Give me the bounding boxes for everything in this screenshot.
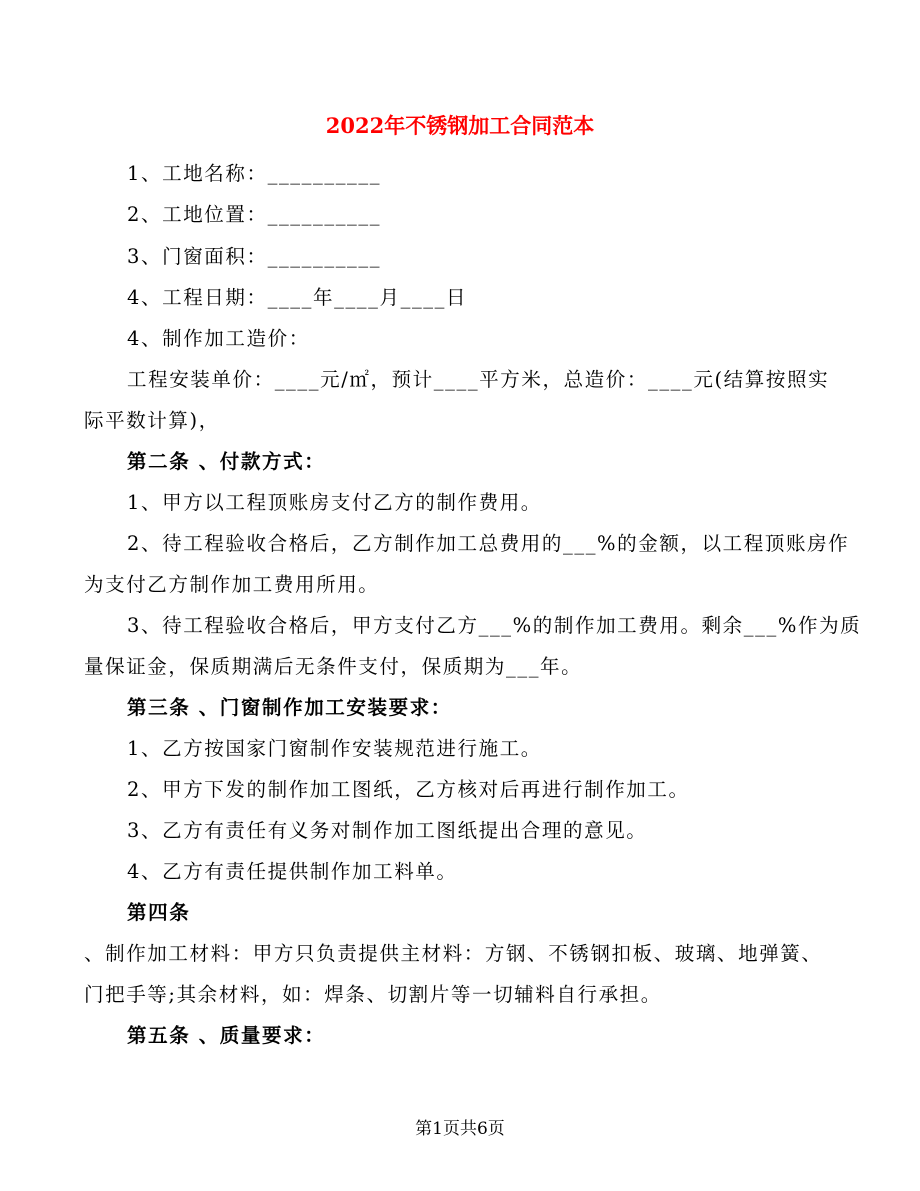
item-site-name: 1、工地名称：__________ bbox=[127, 162, 382, 185]
item-processing-cost: 4、制作加工造价： bbox=[127, 327, 310, 350]
article-3-item-2: 2、甲方下发的制作加工图纸，乙方核对后再进行制作加工。 bbox=[127, 778, 690, 801]
page-number: 第1页共6页 bbox=[415, 1119, 505, 1139]
item-site-location: 2、工地位置：__________ bbox=[127, 203, 382, 226]
item-project-date: 4、工程日期：____年____月____日 bbox=[127, 286, 468, 309]
article-3-item-3: 3、乙方有责任有义务对制作加工图纸提出合理的意见。 bbox=[127, 819, 648, 842]
heading-article-5: 第五条 、质量要求： bbox=[127, 1024, 326, 1047]
heading-article-4: 第四条 bbox=[127, 901, 191, 924]
heading-article-2: 第二条 、付款方式： bbox=[127, 450, 326, 473]
article-2-item-3-cont: 量保证金，保质期满后无条件支付，保质期为___年。 bbox=[84, 655, 583, 678]
article-3-item-4: 4、乙方有责任提供制作加工料单。 bbox=[127, 860, 458, 883]
article-2-item-2: 2、待工程验收合格后，乙方制作加工总费用的___%的金额，以工程顶账房作 bbox=[127, 532, 850, 555]
item-window-area: 3、门窗面积：__________ bbox=[127, 245, 382, 268]
document-title: 2022年不锈钢加工合同范本 bbox=[325, 113, 595, 138]
article-3-item-1: 1、乙方按国家门窗制作安装规范进行施工。 bbox=[127, 737, 542, 760]
paragraph-unit-price-cont: 际平数计算)， bbox=[84, 409, 220, 432]
article-4-materials-cont: 门把手等;其余材料，如：焊条、切割片等一切辅料自行承担。 bbox=[84, 983, 662, 1006]
paragraph-unit-price: 工程安装单价：____元/㎡，预计____平方米，总造价：____元(结算按照实 bbox=[127, 368, 830, 391]
heading-article-3: 第三条 、门窗制作加工安装要求： bbox=[127, 696, 452, 719]
article-4-materials: 、制作加工材料：甲方只负责提供主材料：方钢、不锈钢扣板、玻璃、地弹簧、 bbox=[84, 942, 823, 965]
article-2-item-3: 3、待工程验收合格后，甲方支付乙方___%的制作加工费用。剩余___%作为质 bbox=[127, 614, 862, 637]
article-2-item-1: 1、甲方以工程顶账房支付乙方的制作费用。 bbox=[127, 491, 542, 514]
article-2-item-2-cont: 为支付乙方制作加工费用所用。 bbox=[84, 573, 380, 596]
